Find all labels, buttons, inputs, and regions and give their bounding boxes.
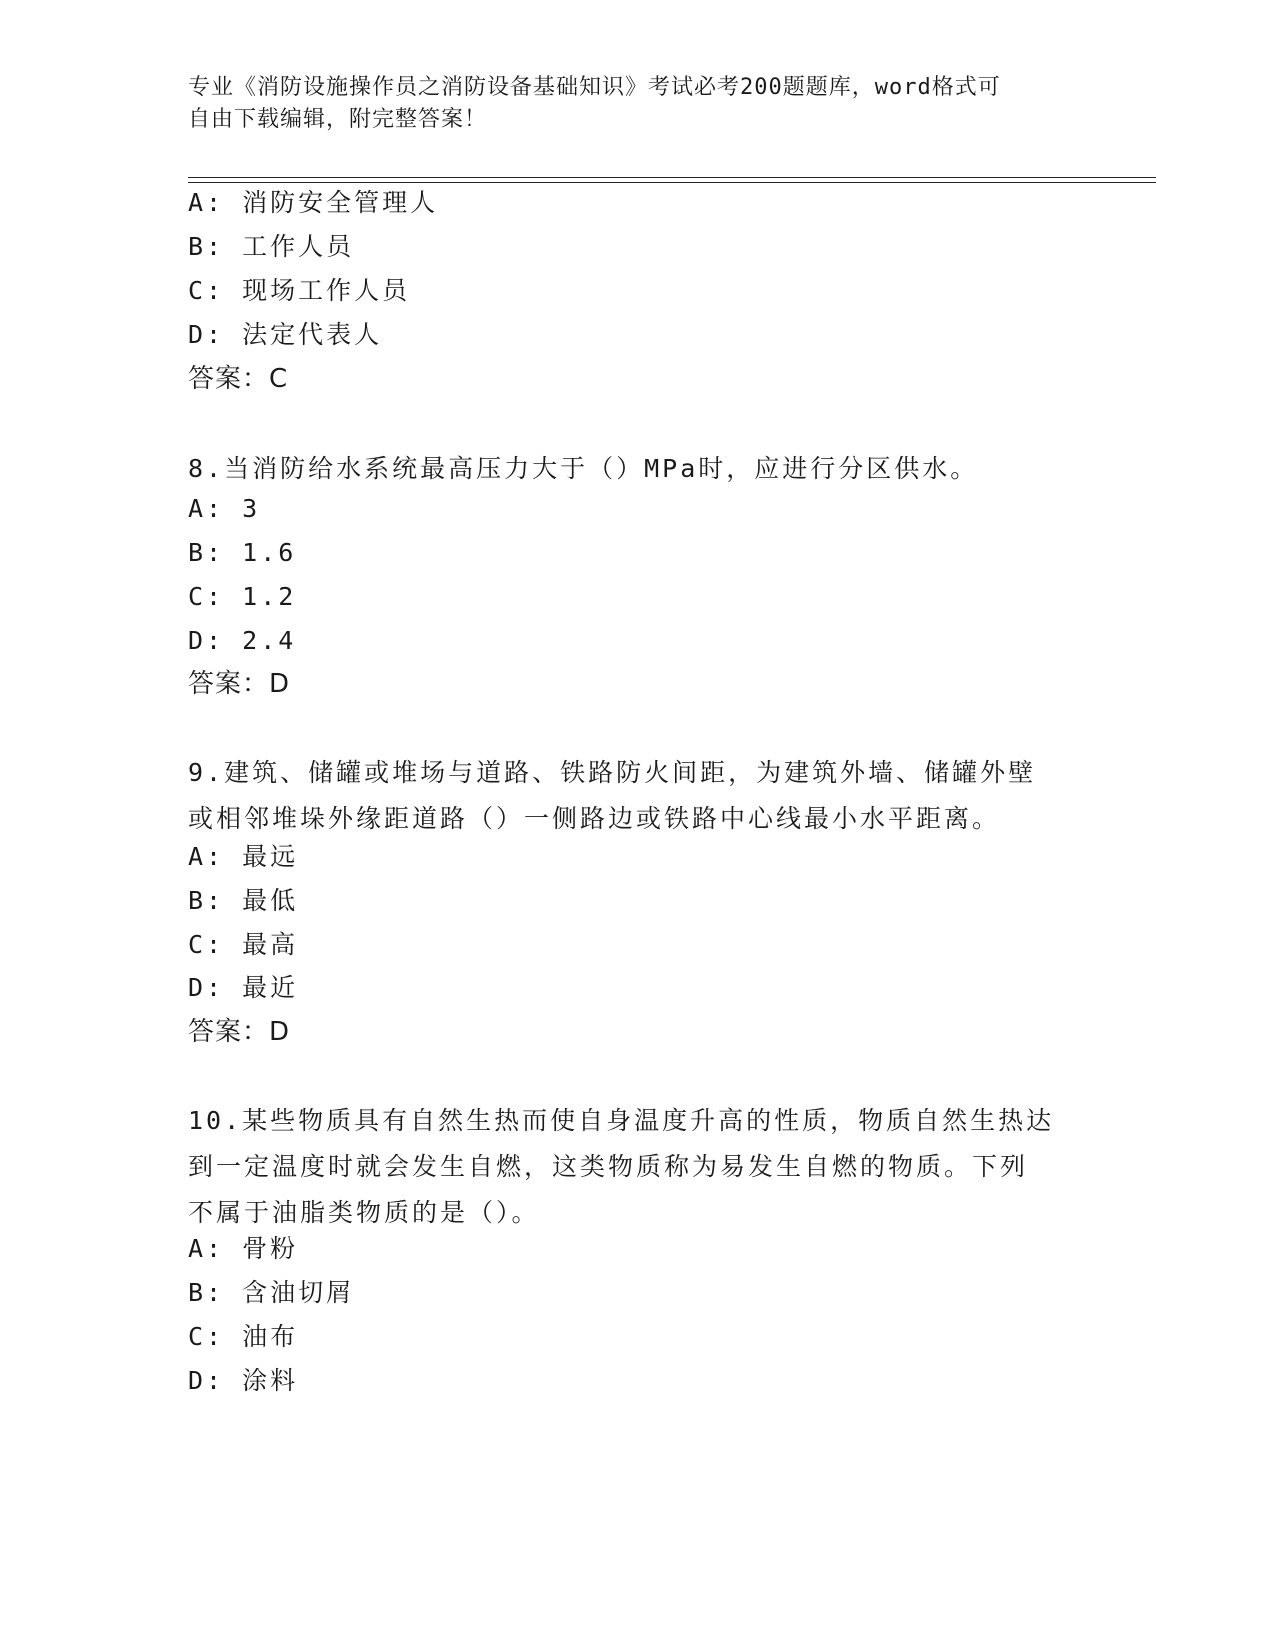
q10-stem <box>188 1098 1088 1236</box>
q8-option-d: D: 2.4 <box>188 626 297 655</box>
q10-option-a: A: 骨粉 <box>188 1234 299 1263</box>
header-line-1: 专业《消防设施操作员之消防设备基础知识》考试必考200题题库，word格式可 <box>188 75 1001 100</box>
q8-answer: 答案：D <box>188 669 291 699</box>
q8-stem-line-1: 8.当消防给水系统最高压力大于（）MPa时，应进行分区供水。 <box>188 454 979 483</box>
q10-stem-line-1: 10.某些物质具有自然生热而使自身温度升高的性质，物质自然生热达 <box>188 1106 1055 1135</box>
q8-option-b: B: 1.6 <box>188 538 297 567</box>
q7-option-c: C: 现场工作人员 <box>188 276 411 305</box>
header-divider-top <box>188 177 1156 178</box>
q9-stem-line-1: 9.建筑、储罐或堆场与道路、铁路防火间距，为建筑外墙、储罐外壁 <box>188 758 1037 787</box>
header-line-2: 自由下载编辑，附完整答案！ <box>188 107 488 132</box>
q7-option-a: A: 消防安全管理人 <box>188 188 439 217</box>
q10-stem-line-2: 到一定温度时就会发生自燃，这类物质称为易发生自燃的物质。下列 <box>188 1152 1029 1181</box>
q9-stem <box>188 750 1088 842</box>
document-header <box>188 72 1068 136</box>
q9-option-b: B: 最低 <box>188 886 299 915</box>
q8-option-a: A: 3 <box>188 494 261 523</box>
q9-option-a: A: 最远 <box>188 842 299 871</box>
q9-answer: 答案：D <box>188 1017 291 1047</box>
header-divider-bottom <box>188 182 1156 183</box>
q7-option-b: B: 工作人员 <box>188 232 355 261</box>
q9-option-c: C: 最高 <box>188 930 299 959</box>
q9-option-d: D: 最近 <box>188 973 299 1002</box>
q10-stem-line-3: 不属于油脂类物质的是（）。 <box>188 1198 540 1227</box>
q10-option-b: B: 含油切屑 <box>188 1278 355 1307</box>
q10-option-c: C: 油布 <box>188 1322 299 1351</box>
q8-stem <box>188 446 1088 492</box>
q7-answer: 答案：C <box>188 364 289 394</box>
q8-option-c: C: 1.2 <box>188 582 297 611</box>
q10-option-d: D: 涂料 <box>188 1366 299 1395</box>
q9-stem-line-2: 或相邻堆垛外缘距道路（）一侧路边或铁路中心线最小水平距离。 <box>188 804 1001 833</box>
q7-option-d: D: 法定代表人 <box>188 320 383 349</box>
